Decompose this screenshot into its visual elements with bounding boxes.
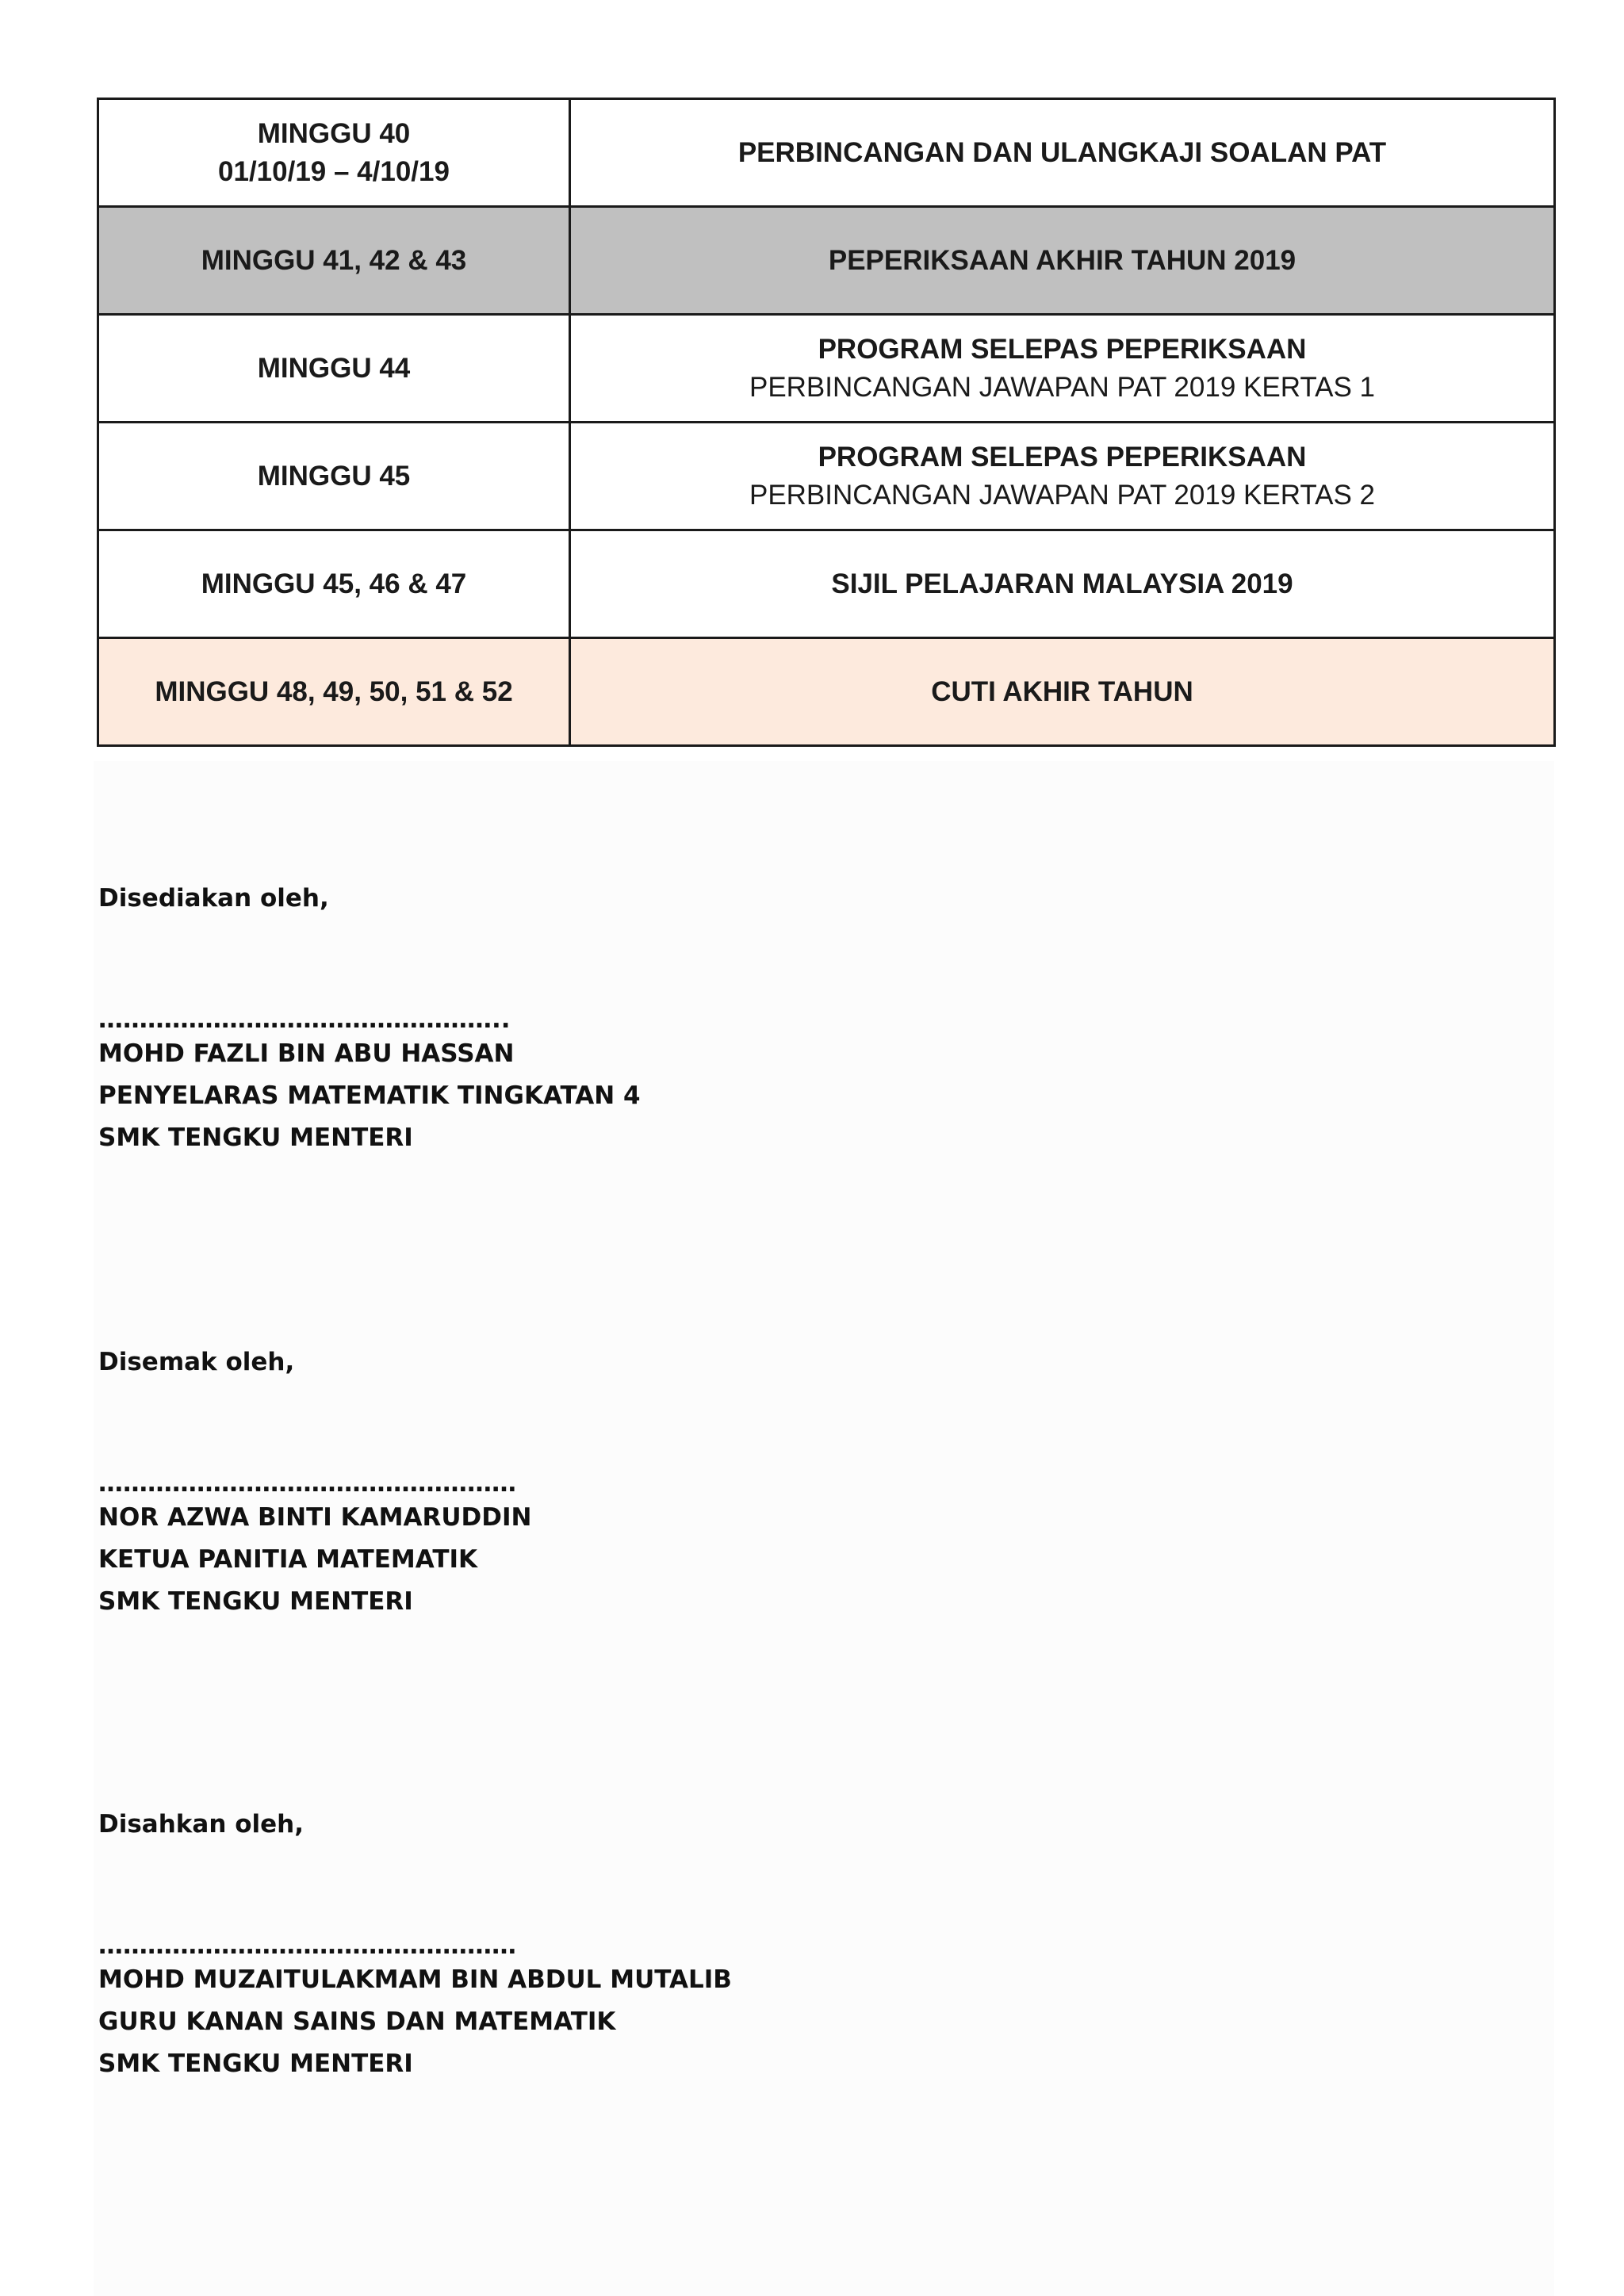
week-dates: 01/10/19 – 4/10/19 <box>218 155 450 187</box>
activity-label: PROGRAM SELEPAS PEPERIKSAAN <box>818 333 1307 365</box>
activity-cell <box>570 315 1555 423</box>
activity-cell <box>570 423 1555 530</box>
signatory-name: MOHD MUZAITULAKMAM BIN ABDUL MUTALIB <box>98 1965 732 1994</box>
signatory-school: SMK TENGKU MENTERI <box>98 2049 413 2078</box>
signature-label: Disahkan oleh, <box>98 1810 304 1839</box>
activity-label: PEPERIKSAAN AKHIR TAHUN 2019 <box>828 244 1297 276</box>
table-row <box>98 530 1555 638</box>
week-cell <box>98 423 570 530</box>
signature-block-prepared <box>98 884 641 1159</box>
signature-block-reviewed <box>98 1348 531 1623</box>
week-label: MINGGU 44 <box>257 352 411 384</box>
week-label: MINGGU 41, 42 & 43 <box>201 244 467 276</box>
signatory-title: KETUA PANITIA MATEMATIK <box>98 1545 478 1574</box>
signature-block-approved <box>98 1810 732 2085</box>
signatory-school: SMK TENGKU MENTERI <box>98 1123 413 1152</box>
signature-label: Disediakan oleh, <box>98 884 329 913</box>
signatory-name: NOR AZWA BINTI KAMARUDDIN <box>98 1503 532 1532</box>
week-label: MINGGU 48, 49, 50, 51 & 52 <box>155 675 513 707</box>
activity-cell <box>570 530 1555 638</box>
activity-cell <box>570 207 1555 315</box>
week-cell <box>98 207 570 315</box>
activity-cell <box>570 638 1555 746</box>
week-cell <box>98 638 570 746</box>
week-label: MINGGU 45, 46 & 47 <box>201 568 467 599</box>
signature-line: ………………………………………….. <box>98 1005 511 1034</box>
activity-detail: PERBINCANGAN JAWAPAN PAT 2019 KERTAS 1 <box>749 371 1376 403</box>
week-label: MINGGU 40 <box>257 117 411 149</box>
week-cell <box>98 530 570 638</box>
week-label: MINGGU 45 <box>257 460 411 492</box>
table-row <box>98 315 1555 423</box>
signature-line: …………………………………………… <box>98 1931 516 1960</box>
activity-label: PROGRAM SELEPAS PEPERIKSAAN <box>818 441 1307 473</box>
schedule-table <box>97 98 1556 747</box>
activity-detail: PERBINCANGAN JAWAPAN PAT 2019 KERTAS 2 <box>749 479 1376 511</box>
activity-label: PERBINCANGAN DAN ULANGKAJI SOALAN PAT <box>737 136 1387 168</box>
activity-cell <box>570 99 1555 207</box>
table-row <box>98 638 1555 746</box>
week-cell <box>98 99 570 207</box>
signature-label: Disemak oleh, <box>98 1348 295 1376</box>
signatory-title: GURU KANAN SAINS DAN MATEMATIK <box>98 2007 616 2036</box>
signatory-school: SMK TENGKU MENTERI <box>98 1587 413 1616</box>
signatory-title: PENYELARAS MATEMATIK TINGKATAN 4 <box>98 1081 641 1110</box>
table-row <box>98 99 1555 207</box>
signatory-name: MOHD FAZLI BIN ABU HASSAN <box>98 1039 515 1068</box>
signature-line: …………………………………………… <box>98 1469 516 1498</box>
table-row <box>98 423 1555 530</box>
week-cell <box>98 315 570 423</box>
activity-label: SIJIL PELAJARAN MALAYSIA 2019 <box>831 568 1293 599</box>
activity-label: CUTI AKHIR TAHUN <box>931 675 1193 707</box>
table-row <box>98 207 1555 315</box>
